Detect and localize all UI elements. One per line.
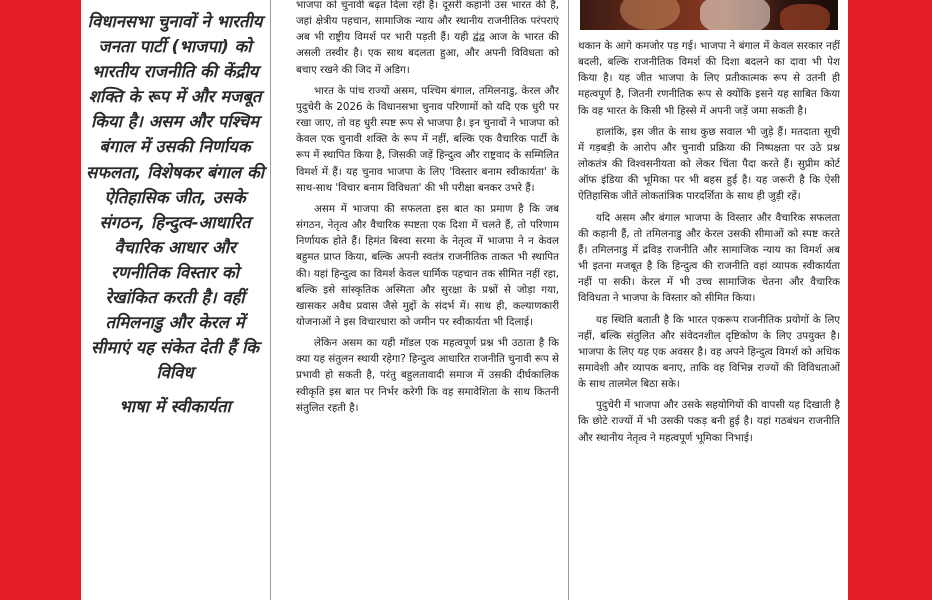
article-paragraph: यह स्थिति बताती है कि भारत एकरूप राजनीतिक प्रयोगों के लिए नहीं, बल्कि संतुलित और संवेदनशील दृष्टिकोण के लिए उपयुक्त है। भाजपा के लिए यह एक अवसर है। वह अपने हिन्दुत्व विमर्श को अधिक समावेशी और व्यापक बनाए, ताकि वह विभिन्न राज्यों की विविधताओं के साथ तालमेल बिठा सके। xyxy=(578,313,840,391)
column-divider xyxy=(568,0,569,600)
article-paragraph: यदि असम और बंगाल भाजपा के विस्तार और वैचारिक सफलता की कहानी हैं, तो तमिलनाडु और केरल उसकी सीमाओं को स्पष्ट करते हैं। तमिलनाडु में द्रविड़ राजनीति और सामाजिक न्याय का विमर्श अब भी इतना मजबूत है कि हिन्दुत्व की राजनीति वहां व्यापक स्वीकार्यता नहीं पा सकी। केरल में भी उच्च सामाजिक चेतना और वैचारिक विविधता ने भाजपा के विस्तार को सीमित किया। xyxy=(578,211,840,305)
article-paragraph: पुदुचेरी में भाजपा और उसके सहयोगियों की वापसी यह दिखाती है कि छोटे राज्यों में भी उसकी पकड़ बनी हुई है। यहां गठबंधन राजनीति और स्थानीय नेतृत्व ने महत्वपूर्ण भूमिका निभाई। xyxy=(578,399,840,444)
article-paragraph: भाजपा को चुनावी बढ़त दिला रही हैं। दूसरी कहानी उस भारत की है, जहां क्षेत्रीय पहचान, सामाजिक न्याय और स्थानीय राजनीतिक परंपराएं अब भी राष्ट्रीय विमर्श पर भारी पड़ती हैं। यही द्वंद्व आज के भारत की असली तस्वीर है। एक साथ बदलता हुआ, और अपनी विविधता को बचाए रखने की जिद में अडिग। xyxy=(296,0,559,76)
article-column-middle xyxy=(296,0,559,597)
article-paragraph: थकान के आगे कमजोर पड़ गई। भाजपा ने बंगाल में केवल सरकार नहीं बदली, बल्कि राजनीतिक विमर्श की दिशा बदलने का दावा भी पेश किया है। यह जीत भाजपा के लिए प्रतीकात्मक रूप से उतनी ही महत्वपूर्ण है, जितनी रणनीतिक रूप से क्योंकि इसने यह साबित किया कि वह भारत के किसी भी हिस्से में अपनी जड़ें जमा सकती है। xyxy=(578,40,840,117)
pull-quote-text-continued: भाषा में स्वीकार्यता xyxy=(119,397,231,417)
article-paragraph: भारत के पांच राज्यों असम, पश्चिम बंगाल, तमिलनाडु, केरल और पुदुचेरी के 2026 के विधानसभा चुनाव परिणामों को यदि एक धुरी पर रखा जाए, तो वह धुरी स्पष्ट रूप से भाजपा है। इन चुनावों ने भाजपा को केवल एक चुनावी शक्ति के रूप में नहीं, बल्कि एक वैचारिक पार्टी के रूप में स्थापित किया है, जिसकी जड़ें हिन्दुत्व और राष्ट्रवाद के सम्मिलित विमर्श में हैं। यह चुनाव भाजपा के लिए 'विस्तार बनाम स्वीकार्यता' के साथ-साथ 'विचार बनाम विविधता' की भी परीक्षा बनकर उभरे हैं। xyxy=(296,84,559,194)
article-photo xyxy=(580,0,838,30)
article-paragraph: हालांकि, इस जीत के साथ कुछ सवाल भी जुड़े हैं। मतदाता सूची में गड़बड़ी के आरोप और चुनावी प्रक्रिया की निष्पक्षता पर उठे प्रश्न लोकतंत्र की विश्वसनीयता को लेकर चिंता पैदा करते हैं। सुप्रीम कोर्ट ऑफ इंडिया की भूमिका पर भी बहस हुई है। यह जरूरी है कि ऐसी ऐतिहासिक जीतें लोकतांत्रिक पारदर्शिता के साथ ही जुड़ी रहें। xyxy=(578,125,840,203)
pull-quote xyxy=(82,0,268,600)
column-divider xyxy=(270,0,271,600)
pull-quote-text: विधानसभा चुनावों ने भारतीय जनता पार्टी (भाजपा) को भारतीय राजनीति की केंद्रीय शक्ति के रूप में और मजबूत किया है। असम और पश्चिम बंगाल में उसकी निर्णायक सफलता, विशेषकर बंगाल की ऐतिहासिक जीत, उसके संगठन, हिन्दुत्व-आधारित वैचारिक आधार और रणनीतिक विस्तार को रेखांकित करती है। वहीं तमिलनाडु और केरल में सीमाएं यह संकेत देती हैं कि विविध xyxy=(86,12,264,383)
right-red-border xyxy=(848,0,932,600)
article-column-right xyxy=(578,38,840,600)
left-red-border xyxy=(0,0,81,600)
article-paragraph: लेकिन असम का यही मॉडल एक महत्वपूर्ण प्रश्न भी उठाता है कि क्या यह संतुलन स्थायी रहेगा? हिन्दुत्व आधारित राजनीति चुनावी रूप से प्रभावी हो सकती है, परंतु बहुलतावादी समाज में उसकी दीर्घकालिक स्वीकृति इस बात पर निर्भर करेगी कि वह समावेशिता के साथ कितनी संतुलित रहती है। xyxy=(296,337,559,414)
article-paragraph: असम में भाजपा की सफलता इस बात का प्रमाण है कि जब संगठन, नेतृत्व और वैचारिक स्पष्टता एक दिशा में चलते हैं, तो परिणाम निर्णायक होते हैं। हिमंत बिस्वा सरमा के नेतृत्व में भाजपा ने न केवल बहुमत प्राप्त किया, बल्कि अपनी स्वतंत्र राजनीतिक ताकत भी स्थापित की। यहां हिन्दुत्व का विमर्श केवल धार्मिक पहचान तक सीमित नहीं रहा, बल्कि इसे सांस्कृतिक अस्मिता और सुरक्षा के प्रश्नों से जोड़ा गया, खासकर अवैध प्रवास जैसे मुद्दों के संदर्भ में। साथ ही, कल्याणकारी योजनाओं ने इस विचारधारा को जमीन पर स्वीकार्यता भी दिलाई। xyxy=(296,202,559,328)
